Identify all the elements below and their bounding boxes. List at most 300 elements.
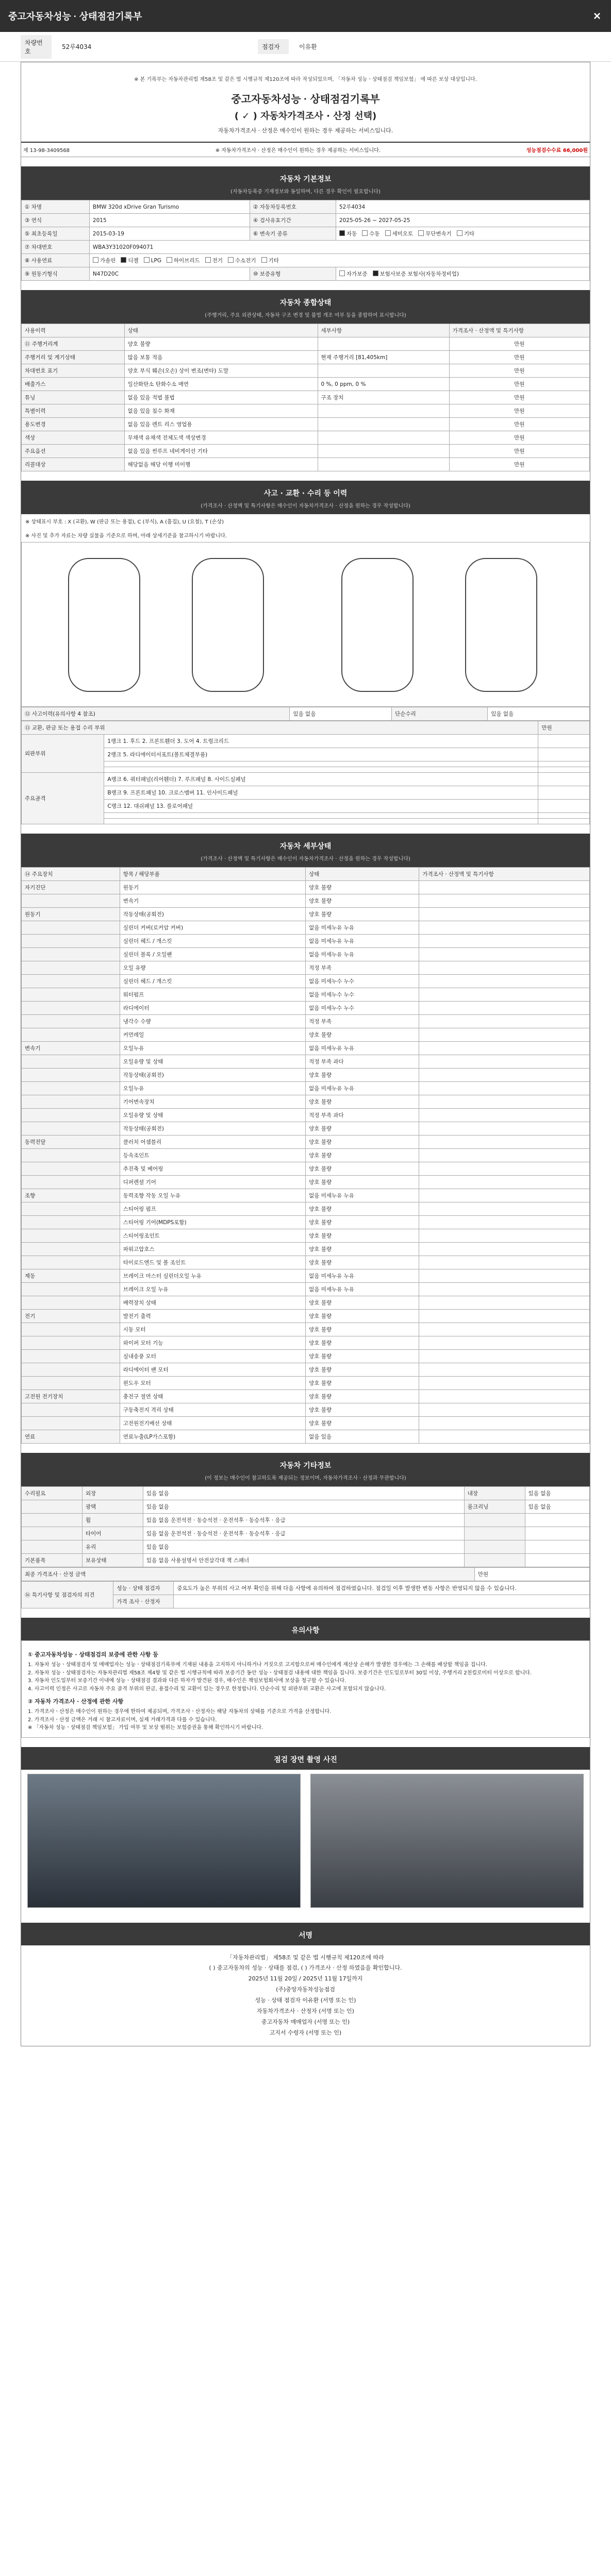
- item-state[interactable]: 양호 불량: [306, 1095, 419, 1109]
- row-detail: [318, 364, 449, 378]
- parts-row-text[interactable]: A랭크 6. 쿼터패널(리어휀더) 7. 루프패널 8. 사이드실패널: [104, 773, 538, 786]
- item-label: 타이로드엔드 및 볼 조인트: [120, 1256, 305, 1269]
- table-row: [22, 1055, 590, 1069]
- car-outline-right: [465, 558, 537, 692]
- item-state[interactable]: 양호 불량: [306, 881, 419, 894]
- section-title: 자동차 세부상태: [279, 842, 332, 851]
- row-label: 리콜대상: [22, 458, 125, 471]
- item-state[interactable]: 양호 불량: [306, 908, 419, 921]
- table-header-row: [22, 868, 590, 881]
- final-price-label: 최종 가격조사 · 산정 금액: [22, 1568, 475, 1581]
- item-state[interactable]: 있음 없음: [525, 1500, 589, 1514]
- section-accident: [21, 481, 590, 514]
- item-state[interactable]: 양호 불량: [306, 1149, 419, 1162]
- item-state[interactable]: 없음 미세누수 누수: [306, 1002, 419, 1015]
- parts-row-note: [538, 735, 590, 748]
- item-note: [419, 1028, 590, 1042]
- checkbox-icon[interactable]: [228, 257, 234, 263]
- item-state[interactable]: 양호 불량: [306, 1176, 419, 1189]
- item-note: [419, 1015, 590, 1028]
- checkbox-icon[interactable]: [144, 257, 150, 263]
- item-state[interactable]: 없음 미세누수 누수: [306, 975, 419, 988]
- fuel-option[interactable]: [261, 258, 279, 264]
- row-state[interactable]: 없음 있음 침수 화재: [124, 404, 318, 418]
- item-label: 광택: [82, 1500, 143, 1514]
- item-state[interactable]: 양호 불량: [306, 1377, 419, 1390]
- group-label: 주요골격: [22, 773, 104, 824]
- table-row: [22, 364, 590, 378]
- section-sign: [21, 1923, 590, 1945]
- item-label: [464, 1527, 525, 1540]
- item-state[interactable]: 양호 불량: [306, 1229, 419, 1243]
- group-label: [22, 1403, 120, 1417]
- item-state[interactable]: 없음 미세누유 누유: [306, 1189, 419, 1202]
- sign-word: (서명 또는 인): [319, 2008, 354, 2015]
- warranty-option[interactable]: [339, 271, 368, 277]
- row-state[interactable]: 일산화탄소 탄화수소 매연: [124, 378, 318, 391]
- document-title: 중고자동차성능 · 상태점검기록부: [231, 94, 380, 105]
- column-header: 세부사항: [318, 324, 449, 337]
- item-note: [419, 1002, 590, 1015]
- item-state[interactable]: 있음 없음: [525, 1487, 589, 1500]
- group-label: [22, 1243, 120, 1256]
- receiver-sign-label: 고지서 수령자: [269, 2029, 305, 2036]
- group-label: [22, 1176, 120, 1189]
- row-detail: [318, 431, 449, 445]
- item-note: [419, 1069, 590, 1082]
- group-label: 수리필요: [22, 1487, 82, 1500]
- table-row: [22, 1527, 590, 1540]
- item-note: [419, 1390, 590, 1403]
- parts-row-text[interactable]: [104, 761, 538, 767]
- table-row: [22, 988, 590, 1002]
- year-value: 2015: [89, 214, 250, 227]
- inspector-label: 점검자: [258, 39, 289, 54]
- notes-block: [21, 1640, 590, 1738]
- item-note: [419, 948, 590, 961]
- item-state[interactable]: 양호 불량: [306, 1202, 419, 1216]
- other-table: [21, 1486, 590, 1567]
- item-label: 오일 유량: [120, 961, 305, 975]
- checkbox-icon[interactable]: [457, 230, 463, 236]
- fuel-label: ⑧ 사용연료: [22, 254, 90, 267]
- item-state[interactable]: 양호 불량: [306, 1122, 419, 1136]
- item-label: 냉각수 수량: [120, 1015, 305, 1028]
- group-label: 기본품목: [22, 1554, 82, 1567]
- table-row: [22, 1554, 590, 1567]
- row-state[interactable]: 없음 있음 렌트 리스 영업용: [124, 418, 318, 431]
- item-label: 라디에이터: [120, 1002, 305, 1015]
- group-label: 자기진단: [22, 881, 120, 894]
- table-row: [22, 1176, 590, 1189]
- section-title: 사고 · 교환 · 수리 등 이력: [263, 489, 348, 498]
- checkbox-icon[interactable]: [339, 230, 345, 236]
- table-row: [22, 908, 590, 921]
- registration-label: ⑤ 최초등록일: [22, 227, 90, 241]
- item-label: 디퍼렌셜 기어: [120, 1176, 305, 1189]
- item-note: [419, 1162, 590, 1176]
- item-state[interactable]: 있음 없음 사용설명서 안전삼각대 잭 스패너: [143, 1554, 464, 1567]
- item-label: 변속기: [120, 894, 305, 908]
- section-overall: [21, 290, 590, 324]
- transmission-options: [336, 227, 589, 241]
- group-label: 원동기: [22, 908, 120, 921]
- car-outline-left: [68, 558, 140, 692]
- inspector-sign-label: 성능 · 상태 점검자: [255, 1997, 301, 2004]
- parts-row-note: [538, 767, 590, 773]
- row-note: 만원: [449, 364, 589, 378]
- section-title: 유의사항: [291, 1626, 320, 1635]
- item-note: [419, 881, 590, 894]
- group-label: 제동: [22, 1269, 120, 1283]
- item-state[interactable]: 없음 미세누유 누유: [306, 1082, 419, 1095]
- table-row: [22, 391, 590, 404]
- item-label: 실내송풍 모터: [120, 1350, 305, 1363]
- item-state[interactable]: 양호 불량: [306, 1363, 419, 1377]
- item-state[interactable]: 없음 미세누유 누유: [306, 935, 419, 948]
- group-label: [22, 935, 120, 948]
- item-state[interactable]: 양호 불량: [306, 1256, 419, 1269]
- note-paragraph: 1. 가격조사ㆍ산정은 매수인이 원하는 경우에 한하여 제공되며, 가격조사ㆍ산정자는 해당 자동차의 상태를 기준으로 가격을 산정합니다.: [28, 1709, 332, 1715]
- group-label: [22, 1296, 120, 1310]
- row-label: 배출가스: [22, 378, 125, 391]
- row-detail: [318, 445, 449, 458]
- group-label: 조향: [22, 1189, 120, 1202]
- item-state[interactable]: 양호 불량: [306, 1069, 419, 1082]
- item-state[interactable]: [525, 1540, 589, 1554]
- item-note: [419, 1430, 590, 1444]
- item-state[interactable]: 있음 없음: [143, 1540, 464, 1554]
- checkbox-icon[interactable]: [261, 257, 267, 263]
- parts-table: [21, 721, 590, 824]
- row-label: 차대번호 표기: [22, 364, 125, 378]
- item-label: 휠: [82, 1514, 143, 1527]
- parts-row-text[interactable]: [104, 767, 538, 773]
- transmission-option[interactable]: [385, 231, 414, 237]
- group-label: [22, 1229, 120, 1243]
- row-state[interactable]: 없음 있음 적법 불법: [124, 391, 318, 404]
- table-row: [22, 800, 590, 813]
- item-state[interactable]: 양호 불량: [306, 1350, 419, 1363]
- fuel-option[interactable]: [121, 258, 138, 264]
- transmission-option-label: 수동: [369, 231, 380, 237]
- row-detail: [318, 418, 449, 431]
- item-label: 스티어링 기어(MDPS포함): [120, 1216, 305, 1229]
- group-label: [22, 1540, 82, 1554]
- parts-row-note: [538, 748, 590, 761]
- item-state[interactable]: 양호 불량: [306, 1417, 419, 1430]
- table-row: [22, 1028, 590, 1042]
- group-label: [22, 1109, 120, 1122]
- table-row: [22, 1202, 590, 1216]
- table-row: [22, 1095, 590, 1109]
- item-note: [419, 1256, 590, 1269]
- item-label: 추진축 및 베어링: [120, 1162, 305, 1176]
- item-state[interactable]: 없음 미세누수 누수: [306, 988, 419, 1002]
- note-paragraph: 3. 자동차 인도일부터 보증기간 이내에 성능ㆍ상태점검 결과와 다른 하자가 발견된 경우, 매수인은 책임보험회사에 보상을 청구할 수 있습니다.: [28, 1678, 346, 1684]
- table-row: [22, 337, 590, 351]
- sign-line-2: ( ) 중고자동차의 성능 · 상태를 점검, ( ) 가격조사 · 산정 하였음을 확인합니다.: [209, 1964, 402, 1972]
- item-state[interactable]: 양호 불량: [306, 1028, 419, 1042]
- diagram-legend-2: ※ 사진 및 추가 자료는 차량 실물을 기준으로 하며, 아래 상세기준을 참고하시기 바랍니다.: [25, 533, 227, 539]
- table-row: [22, 881, 590, 894]
- item-note: [419, 1042, 590, 1055]
- section-title: 자동차 기타정보: [279, 1462, 332, 1470]
- group-label: [22, 1500, 82, 1514]
- row-state[interactable]: 많음 보통 적음: [124, 351, 318, 364]
- item-note: [419, 1363, 590, 1377]
- fuel-option[interactable]: [144, 258, 161, 264]
- transmission-option[interactable]: [457, 231, 474, 237]
- item-state[interactable]: 적정 부족 과다: [306, 1055, 419, 1069]
- checkbox-icon[interactable]: [167, 257, 172, 263]
- group-label: [22, 1377, 120, 1390]
- engine-value: N47D20C: [89, 267, 250, 281]
- item-label: 스티어링 펌프: [120, 1202, 305, 1216]
- table-row: [22, 948, 590, 961]
- note-paragraph: 2. 자동차 성능ㆍ상태점검자는 자동차관리법 제58조 제4항 및 같은 법 시행규칙에 따라 보증기간 동안 성능ㆍ상태점검 내용에 대한 책임을 집니다. 보증기간은 인도일로부터 30일 이상, 주행거리 2천킬로미터 이상으로 합니다.: [28, 1670, 532, 1676]
- checkbox-icon[interactable]: [385, 230, 391, 236]
- item-label: 브레이크 마스터 실린더오일 누유: [120, 1269, 305, 1283]
- period-label: ④ 검사유효기간: [250, 214, 336, 227]
- car-diagram: [21, 542, 590, 707]
- item-state[interactable]: 양호 불량: [306, 1403, 419, 1417]
- period-value: 2025-05-26 ~ 2027-05-25: [336, 214, 589, 227]
- item-note: [419, 1136, 590, 1149]
- special-appraiser-value: [174, 1595, 590, 1608]
- group-label: [22, 988, 120, 1002]
- close-icon[interactable]: ×: [593, 9, 601, 23]
- table-row: [22, 735, 590, 748]
- note-paragraph: 4. 사고이력 인정은 사고로 자동차 주요 골격 부위의 판금, 용접수리 및 교환이 있는 경우로 한정합니다. 단순수리 및 외판부위 교환은 사고에 포함되지 않습니다.: [28, 1686, 386, 1692]
- window-titlebar: [0, 0, 611, 32]
- item-label: 구동축전지 격리 상태: [120, 1403, 305, 1417]
- item-state[interactable]: 양호 불량: [306, 1216, 419, 1229]
- sign-word: (서명 또는 인): [306, 2029, 342, 2036]
- row-note: 만원: [449, 431, 589, 445]
- item-state[interactable]: 없음 미세누유 누유: [306, 1269, 419, 1283]
- sign-line-1: 「자동차관리법」 제58조 및 같은 법 시행규칙 제120조에 따라: [227, 1954, 384, 1961]
- item-state[interactable]: 있음 없음: [143, 1500, 464, 1514]
- row-detail: [318, 404, 449, 418]
- parts-row-note: [538, 761, 590, 767]
- basic-info-table: [21, 200, 590, 281]
- parts-row-text[interactable]: 1랭크 1. 후드 2. 프론트휀더 3. 도어 4. 트렁크리드: [104, 735, 538, 748]
- checkbox-icon[interactable]: [418, 230, 424, 236]
- item-state[interactable]: 없음 미세누유 누유: [306, 1042, 419, 1055]
- final-price-unit: 만원: [474, 1568, 589, 1581]
- checkbox-icon[interactable]: [121, 257, 126, 263]
- item-label: 충전구 절연 상태: [120, 1390, 305, 1403]
- warranty-option[interactable]: [373, 271, 459, 277]
- item-state[interactable]: 없음 미세누유 누유: [306, 948, 419, 961]
- item-label: 외장: [82, 1487, 143, 1500]
- parts-row-text[interactable]: [104, 813, 538, 819]
- item-note: [419, 1403, 590, 1417]
- item-label: 윈도우 모터: [120, 1377, 305, 1390]
- item-state[interactable]: 있음 없음 운전석전 · 동승석전 · 운전석후 · 동승석후 · 응급: [143, 1514, 464, 1527]
- table-row: [22, 1002, 590, 1015]
- fuel-option[interactable]: [167, 258, 200, 264]
- item-note: [419, 1122, 590, 1136]
- item-label: 오일누유: [120, 1082, 305, 1095]
- parts-row-text[interactable]: C랭크 12. 대쉬패널 13. 플로어패널: [104, 800, 538, 813]
- checkbox-icon[interactable]: [362, 230, 368, 236]
- item-state[interactable]: [525, 1554, 589, 1567]
- fuel-options: [89, 254, 589, 267]
- section-title: 점검 장면 촬영 사진: [274, 1755, 337, 1764]
- section-title: 자동차 종합상태: [279, 299, 332, 307]
- item-label: 실린더 헤드 / 개스킷: [120, 935, 305, 948]
- item-note: [419, 1229, 590, 1243]
- table-row: [22, 935, 590, 948]
- item-label: 스티어링조인트: [120, 1229, 305, 1243]
- fuel-option[interactable]: [228, 258, 256, 264]
- group-label: 전기: [22, 1310, 120, 1323]
- group-label: [22, 1514, 82, 1527]
- group-label: 연료: [22, 1430, 120, 1444]
- table-row: [22, 1162, 590, 1176]
- item-label: 브레이크 오일 누유: [120, 1283, 305, 1296]
- row-label: 튜닝: [22, 391, 125, 404]
- row-state[interactable]: 해당없음 해당 이행 미이행: [124, 458, 318, 471]
- item-state[interactable]: 적정 부족: [306, 1015, 419, 1028]
- item-state[interactable]: [525, 1527, 589, 1540]
- item-state[interactable]: 양호 불량: [306, 894, 419, 908]
- window-title: 중고자동차성능 · 상태점검기록부: [8, 11, 142, 22]
- item-note: [419, 988, 590, 1002]
- item-label: 클러치 어셈블리: [120, 1136, 305, 1149]
- section-detail: [21, 834, 590, 867]
- group-label: [22, 1162, 120, 1176]
- item-state[interactable]: 양호 불량: [306, 1136, 419, 1149]
- item-state[interactable]: 없음 미세누유 누유: [306, 921, 419, 935]
- accident-label: ⑫ 사고이력(유의사항 4 참조): [22, 707, 290, 721]
- parts-row-text[interactable]: [104, 819, 538, 824]
- table-row: [22, 1377, 590, 1390]
- item-label: 워터펌프: [120, 988, 305, 1002]
- note-paragraph: 1. 자동차 성능ㆍ상태점검자 및 매매업자는 성능ㆍ상태점검기록부에 기재된 내용을 고지하지 아니하거나 거짓으로 고지함으로써 매수인에게 재산상 손해가 발생한 경우에는 그 손해를 배상할 책임을 집니다.: [28, 1662, 487, 1668]
- item-state[interactable]: 적정 부족: [306, 961, 419, 975]
- table-row: [22, 1109, 590, 1122]
- row-state[interactable]: 양호 불량: [124, 337, 318, 351]
- parts-row-note: [538, 786, 590, 800]
- group-label: [22, 921, 120, 935]
- checkbox-icon[interactable]: [373, 270, 378, 276]
- photo-row: [21, 1770, 590, 1913]
- item-state[interactable]: 없음 미세누유 누유: [306, 1283, 419, 1296]
- parts-row-note: [538, 800, 590, 813]
- group-label: [22, 1069, 120, 1082]
- transmission-option[interactable]: [339, 231, 357, 237]
- item-note: [419, 1377, 590, 1390]
- row-state[interactable]: 무채색 유채색 전체도색 색상변경: [124, 431, 318, 445]
- checkbox-icon[interactable]: [205, 257, 211, 263]
- item-note: [419, 1176, 590, 1189]
- group-label: [22, 1350, 120, 1363]
- item-label: [464, 1540, 525, 1554]
- item-label: 유리: [82, 1540, 143, 1554]
- item-label: 타이어: [82, 1527, 143, 1540]
- checkbox-icon[interactable]: [339, 270, 345, 276]
- item-state[interactable]: 양호 불량: [306, 1310, 419, 1323]
- seller-sign-label: 중고자동차 매매업자: [261, 2018, 312, 2025]
- item-state[interactable]: 있음 없음: [143, 1487, 464, 1500]
- plate-label: 차량번호: [21, 35, 52, 59]
- table-row: [22, 1417, 590, 1430]
- item-note: [419, 908, 590, 921]
- transmission-option[interactable]: [418, 231, 452, 237]
- item-note: [419, 1310, 590, 1323]
- transmission-option[interactable]: [362, 231, 379, 237]
- fuel-option[interactable]: [205, 258, 223, 264]
- item-state[interactable]: 양호 불량: [306, 1296, 419, 1310]
- item-state[interactable]: 적정 부족 과다: [306, 1109, 419, 1122]
- item-label: 배력장치 상태: [120, 1296, 305, 1310]
- row-state[interactable]: 없음 있음 썬루프 네비게이션 기타: [124, 445, 318, 458]
- item-state[interactable]: 없음 있음: [306, 1430, 419, 1444]
- item-state[interactable]: 있음 없음 운전석전 · 동승석전 · 운전석후 · 동승석후 · 응급: [143, 1527, 464, 1540]
- item-state[interactable]: 양호 불량: [306, 1162, 419, 1176]
- row-note: 만원: [449, 445, 589, 458]
- table-header-row: [22, 721, 590, 735]
- row-label: 색상: [22, 431, 125, 445]
- item-label: 원동기: [120, 881, 305, 894]
- row-state[interactable]: 양호 부식 훼손(오손) 상이 변조(변타) 도말: [124, 364, 318, 378]
- parts-row-text[interactable]: B랭크 9. 프론트패널 10. 크로스멤버 11. 인사이드패널: [104, 786, 538, 800]
- row-detail: [318, 337, 449, 351]
- row-note: 만원: [449, 351, 589, 364]
- car-outline-frame: [341, 558, 414, 692]
- item-label: 오일유량 및 상태: [120, 1109, 305, 1122]
- column-header: ⑭ 주요장치: [22, 868, 120, 881]
- item-state[interactable]: 양호 불량: [306, 1243, 419, 1256]
- parts-row-text[interactable]: 2랭크 5. 라디에이터서포트(볼트체결부품): [104, 748, 538, 761]
- group-label: [22, 1082, 120, 1095]
- row-label: 특별이력: [22, 404, 125, 418]
- item-label: 고전원전기배선 상태: [120, 1417, 305, 1430]
- item-state[interactable]: 양호 불량: [306, 1336, 419, 1350]
- group-label: [22, 1202, 120, 1216]
- item-label: 발전기 출력: [120, 1310, 305, 1323]
- item-state[interactable]: 양호 불량: [306, 1323, 419, 1336]
- row-detail: 현재 주행거리 [81,405km]: [318, 351, 449, 364]
- group-label: [22, 894, 120, 908]
- table-row: [22, 761, 590, 767]
- table-row: [22, 1403, 590, 1417]
- table-row: [22, 1149, 590, 1162]
- table-row: [22, 1430, 590, 1444]
- table-row: [22, 1229, 590, 1243]
- warranty-option-label: 자가보증: [346, 271, 368, 277]
- table-row: [22, 378, 590, 391]
- group-label: [22, 1417, 120, 1430]
- special-appraiser-label: 가격 조사 · 산정자: [113, 1595, 174, 1608]
- checkbox-icon[interactable]: [93, 257, 98, 263]
- table-row: [22, 1296, 590, 1310]
- sign-word: (서명 또는 인): [320, 1997, 356, 2004]
- notes-heading-2: ② 자동차 가격조사 · 산정에 관한 사항: [28, 1698, 124, 1705]
- item-label: 파워고압호스: [120, 1243, 305, 1256]
- section-subtitle: (주행거리, 주요 외관상태, 자동차 구조 변경 및 불법 개조 여부 등을 종합하여 표시합니다): [205, 313, 406, 318]
- row-label: 주요옵션: [22, 445, 125, 458]
- fuel-option[interactable]: [93, 258, 115, 264]
- transmission-option-label: 자동: [346, 231, 357, 237]
- item-state[interactable]: [525, 1514, 589, 1527]
- group-label: 고전원 전기장치: [22, 1390, 120, 1403]
- column-header: 사용이력: [22, 324, 125, 337]
- item-state[interactable]: 양호 불량: [306, 1390, 419, 1403]
